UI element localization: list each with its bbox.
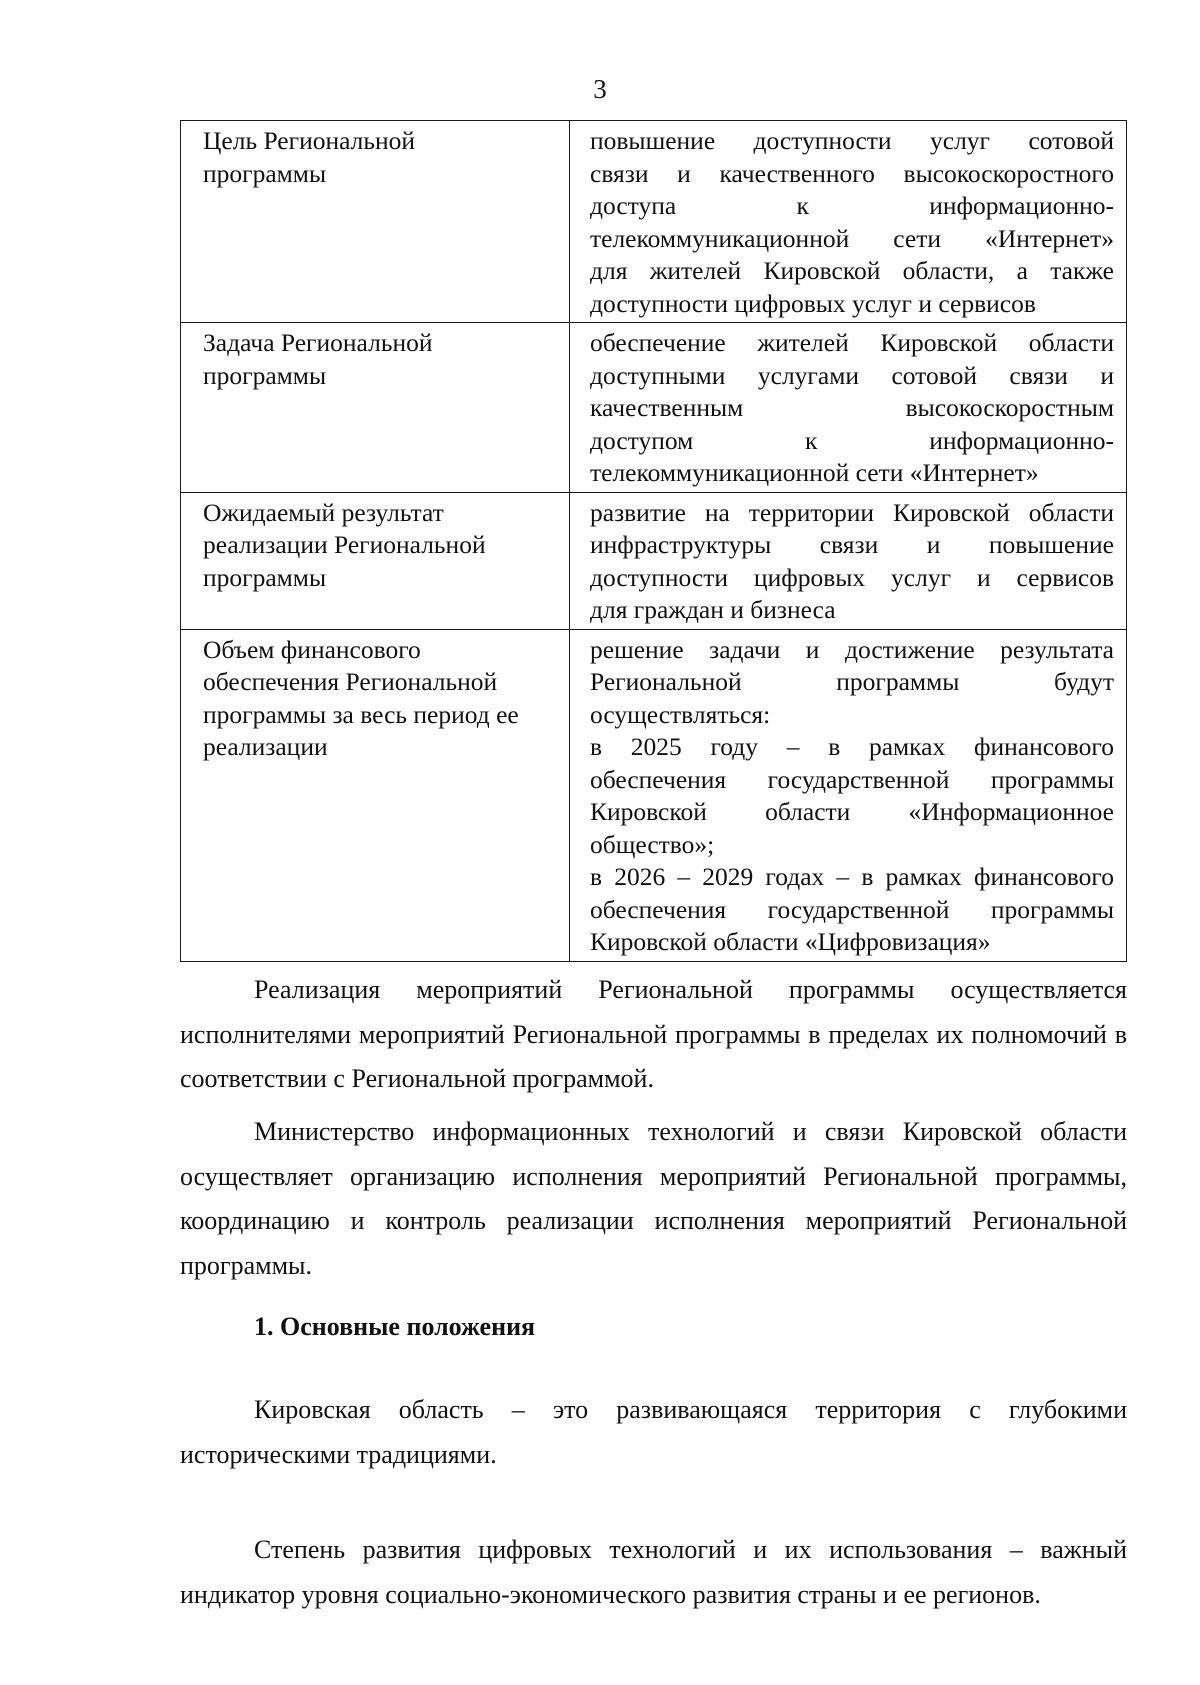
row-label-line: программы за весь период ее <box>203 699 519 729</box>
row-value-line: доступа к информационно- <box>590 191 1114 220</box>
row-value-line: развитие на территории Кировской области <box>590 497 1114 527</box>
row-value-line: Региональной программы будут <box>590 667 1114 696</box>
row-value-line: в 2025 году – в рамках финансового <box>590 732 1114 761</box>
row-label-line: обеспечения Региональной <box>203 667 498 696</box>
row-value-line: обеспечения государственной программы <box>590 764 1114 794</box>
table-row <box>181 629 1127 961</box>
row-value-line: инфраструктуры связи и повышение <box>590 530 1114 559</box>
row-label-cell <box>181 121 570 323</box>
row-label-line: реализации <box>203 732 328 761</box>
page-number: 3 <box>593 74 607 104</box>
row-label-cell <box>181 629 570 961</box>
row-value-line: доступности цифровых услуг и сервисов <box>590 562 1114 592</box>
row-label-line: Цель Региональной <box>203 126 416 155</box>
row-value-line: осуществляться: <box>590 699 771 729</box>
row-value-line: телекоммуникационной сети «Интернет» <box>590 458 1039 487</box>
program-passport-table <box>180 120 1127 962</box>
table-row <box>181 492 1127 629</box>
row-value-line: доступными услугами сотовой связи и <box>590 360 1114 390</box>
row-value-line: повышение доступности услуг сотовой <box>590 126 1114 155</box>
section-heading: 1. Основные положения <box>254 1312 536 1341</box>
paragraph-text: Министерство информационных технологий и связи Кировской области осуществляет организацию исполнения мероприятий Региональной программы, координацию и контроль реализации исполнения мероприятий Региональной программы. <box>180 1117 1127 1280</box>
body-paragraph-implementation <box>180 968 1127 1102</box>
row-value-line: качественным высокоскоростным <box>590 393 1114 422</box>
table-row <box>181 121 1127 323</box>
row-value-line: Кировской области «Цифровизация» <box>590 927 991 956</box>
row-value-cell <box>570 323 1127 493</box>
row-value-cell <box>570 121 1127 323</box>
row-value-line: связи и качественного высокоскоростного <box>590 158 1114 188</box>
row-value-line: телекоммуникационной сети «Интернет» <box>590 223 1114 253</box>
row-value-line: общество»; <box>590 829 715 859</box>
paragraph-text: Кировская область – это развивающаяся территория с глубокими историческими традициями. <box>180 1395 1127 1469</box>
row-label-line: реализации Региональной <box>203 530 486 559</box>
row-value-line: обеспечение жителей Кировской области <box>590 328 1114 357</box>
paragraph-text: Степень развития цифровых технологий и их использования – важный индикатор уровня социально-экономического развития страны и ее регионов. <box>180 1535 1127 1609</box>
body-paragraph-digital <box>180 1528 1127 1617</box>
row-value-line: для граждан и бизнеса <box>590 595 836 624</box>
row-label-line: программы <box>203 562 327 592</box>
row-value-line: решение задачи и достижение результата <box>590 634 1114 664</box>
row-value-cell <box>570 492 1127 629</box>
row-label-line: Ожидаемый результат <box>203 497 444 527</box>
row-value-line: Кировской области «Информационное <box>590 797 1114 826</box>
row-value-line: доступом к информационно- <box>590 425 1114 455</box>
row-label-cell <box>181 323 570 493</box>
row-label-line: программы <box>203 360 327 390</box>
row-value-line: доступности цифровых услуг и сервисов <box>590 288 1036 318</box>
body-paragraph-ministry <box>180 1110 1127 1288</box>
row-label-line: Объем финансового <box>203 634 421 664</box>
row-label-cell <box>181 492 570 629</box>
table-row <box>181 323 1127 493</box>
paragraph-text: Реализация мероприятий Региональной программы осуществляется исполнителями мероприятий Региональной программы в пределах их полномочий в соответствии с Региональной программой. <box>180 975 1127 1093</box>
row-label-line: программы <box>203 158 327 188</box>
row-value-cell <box>570 629 1127 961</box>
row-value-line: обеспечения государственной программы <box>590 894 1114 924</box>
row-label-line: Задача Региональной <box>203 328 433 357</box>
row-value-line: в 2026 – 2029 годах – в рамках финансового <box>590 862 1114 891</box>
body-paragraph-region <box>180 1388 1127 1477</box>
row-value-line: для жителей Кировской области, а также <box>590 256 1114 285</box>
